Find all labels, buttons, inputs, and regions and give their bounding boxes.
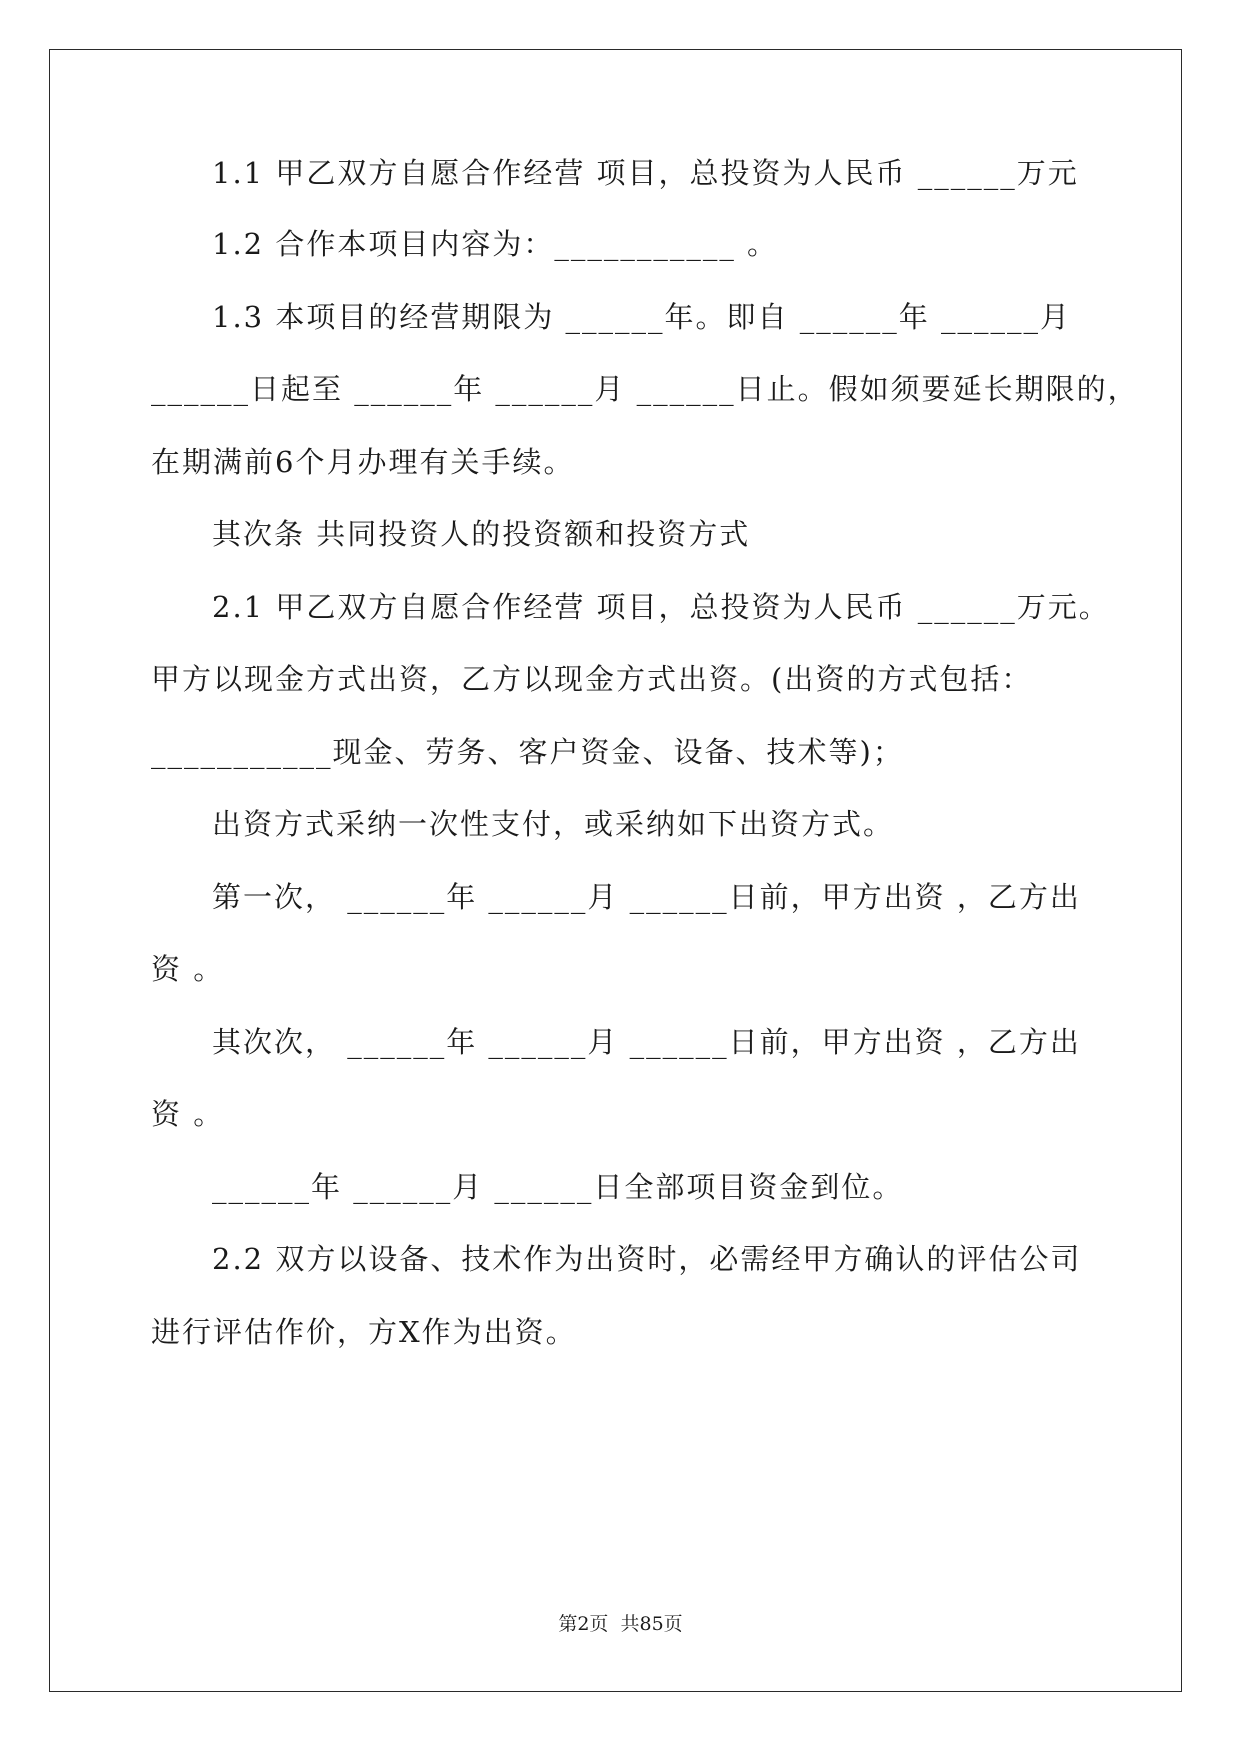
clause-2-2: 2.2 双方以设备、技术作为出资时，必需经甲方确认的评估公司 (212, 1242, 1082, 1276)
payment-method: 出资方式采纳一次性支付，或采纳如下出资方式。 (212, 807, 895, 841)
funds-in-place: ______年 ______月 ______日全部项目资金到位。 (212, 1170, 904, 1204)
clause-1-1: 1.1 甲乙双方自愿合作经营 项目，总投资为人民币 ______万元 (212, 156, 1079, 190)
second-payment: 其次次， ______年 ______月 ______日前，甲方出资 ，乙方出 (212, 1025, 1081, 1059)
page-border (49, 49, 1182, 1692)
clause-2-2-cont: 进行评估作价，方X作为出资。 (151, 1315, 577, 1349)
first-payment: 第一次， ______年 ______月 ______日前，甲方出资 ，乙方出 (212, 880, 1081, 914)
section-2-heading: 其次条 共同投资人的投资额和投资方式 (212, 517, 751, 551)
clause-1-3-cont-1: ______日起至 ______年 ______月 ______日止。假如须要延长期限的， (151, 372, 1139, 406)
clause-1-2: 1.2 合作本项目内容为：___________ 。 (212, 227, 779, 261)
clause-2-1: 2.1 甲乙双方自愿合作经营 项目，总投资为人民币 ______万元。 (212, 590, 1110, 624)
clause-1-3-cont-2: 在期满前6个月办理有关手续。 (151, 445, 575, 479)
clause-1-3: 1.3 本项目的经营期限为 ______年。即自 ______年 ______月 (212, 300, 1071, 334)
second-payment-cont: 资 。 (151, 1097, 225, 1131)
page-number-footer: 第2页 共85页 (558, 1613, 683, 1635)
first-payment-cont: 资 。 (151, 952, 225, 986)
clause-2-1-cont-1: 甲方以现金方式出资，乙方以现金方式出资。(出资的方式包括： (151, 662, 1033, 696)
clause-2-1-cont-2: ___________现金、劳务、客户资金、设备、技术等)； (151, 735, 904, 769)
